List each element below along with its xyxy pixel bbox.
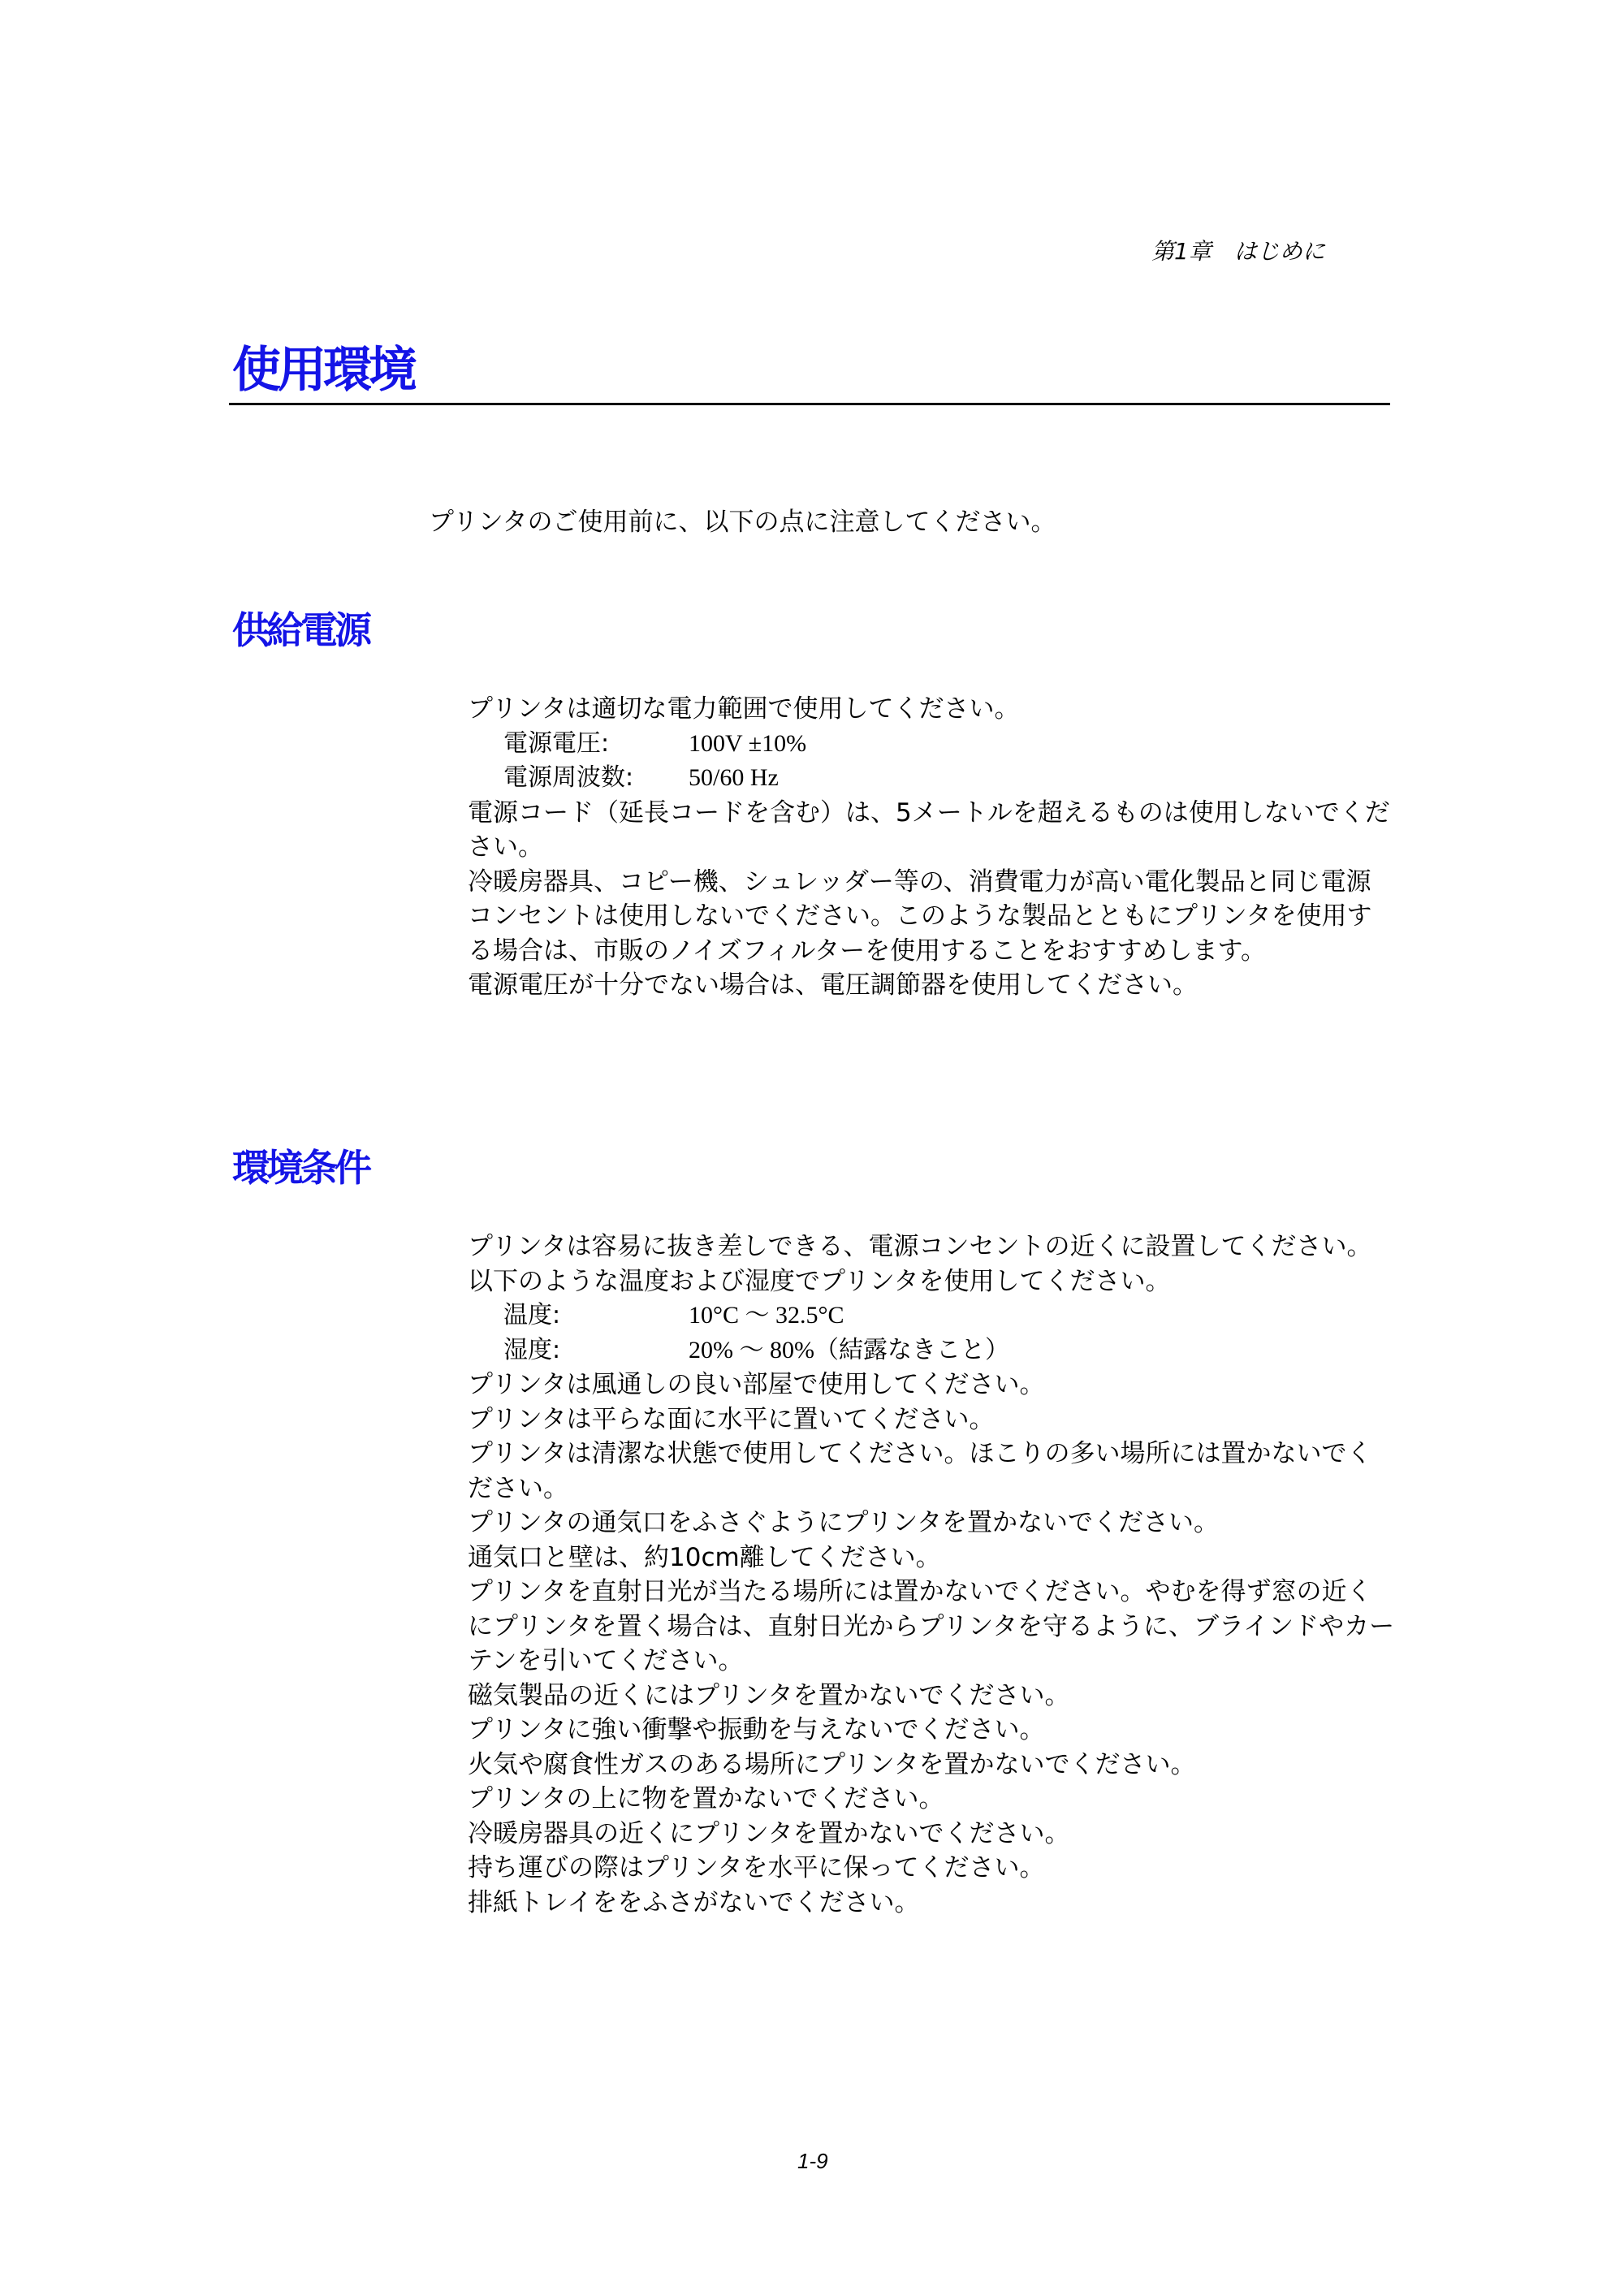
- environment-heading: 環境条件: [232, 1146, 369, 1190]
- spec-label: 温度:: [503, 1301, 561, 1329]
- list-item: [429, 1230, 1395, 1264]
- spec-row-humidity: [468, 1333, 1395, 1368]
- list-item-text: 排紙トレイををふさがないでください。: [468, 1887, 920, 1917]
- spec-row-frequency: [468, 761, 1395, 796]
- list-item: [429, 1506, 1395, 1541]
- list-item: [429, 1368, 1395, 1402]
- list-item-text: プリンタは平らな面に水平に置いてください。: [468, 1404, 995, 1434]
- list-item: [429, 692, 1395, 796]
- list-item: [429, 1817, 1395, 1852]
- list-item-text: プリンタの通気口をふさぐようにプリンタを置かないでください。: [468, 1508, 1220, 1537]
- list-item: [429, 1575, 1395, 1679]
- list-item-text: 通気口と壁は、約10cm離してください。: [468, 1542, 941, 1572]
- intro-text: プリンタのご使用前に、以下の点に注意してください。: [429, 508, 1056, 537]
- list-item: [429, 968, 1395, 1003]
- spec-row-voltage: [468, 727, 1395, 762]
- spec-label: 湿度:: [503, 1335, 561, 1364]
- list-item-text: 磁気製品の近くにはプリンタを置かないでください。: [468, 1680, 1070, 1710]
- list-item-text: プリンタに強い衝撃や振動を与えないでください。: [468, 1715, 1045, 1744]
- list-item-text: プリンタの上に物を置かないでください。: [468, 1784, 944, 1813]
- list-item-text: プリンタは容易に抜き差しできる、電源コンセントの近くに設置してください。: [468, 1232, 1372, 1261]
- list-item: [429, 796, 1395, 865]
- page-title: 使用環境: [232, 342, 414, 399]
- list-item-text: 以下のような温度および湿度でプリンタを使用してください。: [468, 1266, 1171, 1296]
- list-item-text: 冷暖房器具、コピー機、シュレッダー等の、消費電力が高い電化製品と同じ電源コンセントは使用しないでください。このような製品とともにプリンタを使用する場合は、市販のノイズフィルターを使用することをおすすめします。: [468, 867, 1372, 966]
- list-item-text: プリンタは清潔な状態で使用してください。ほこりの多い場所には置かないでください。: [468, 1439, 1372, 1503]
- list-item: [429, 1713, 1395, 1748]
- list-item: [429, 1782, 1395, 1817]
- spec-value: 20% ～ 80%（結露なきこと）: [689, 1336, 1009, 1364]
- spec-value: 10°C ～ 32.5°C: [689, 1302, 844, 1329]
- list-item: [429, 1748, 1395, 1783]
- list-item: [429, 1264, 1395, 1368]
- power-supply-list: [429, 692, 1395, 1003]
- spec-label: 電源電圧:: [503, 728, 610, 758]
- spec-value: 50/60 Hz: [689, 764, 779, 791]
- title-rule: [229, 403, 1390, 405]
- list-item-text: 火気や腐食性ガスのある場所にプリンタを置かないでください。: [468, 1749, 1196, 1779]
- list-item-text: 持ち運びの際はプリンタを水平に保ってください。: [468, 1853, 1045, 1882]
- spec-label: 電源周波数:: [503, 763, 634, 792]
- environment-list: [429, 1230, 1395, 1920]
- list-item: [429, 1851, 1395, 1886]
- list-item: [429, 1886, 1395, 1921]
- list-item: [429, 1541, 1395, 1575]
- list-item-text: プリンタを直射日光が当たる場所には置かないでください。やむを得ず窓の近くにプリンタを置く場合は、直射日光からプリンタを守るように、ブラインドやカーテンを引いてください。: [468, 1577, 1395, 1675]
- list-item-text: 電源コード（延長コードを含む）は、5メートルを超えるものは使用しないでください。: [468, 797, 1390, 862]
- page-number: 1-9: [797, 2149, 828, 2173]
- list-item-text: プリンタは適切な電力範囲で使用してください。: [468, 694, 1020, 724]
- list-item-text: 冷暖房器具の近くにプリンタを置かないでください。: [468, 1818, 1070, 1848]
- list-item-text: 電源電圧が十分でない場合は、電圧調節器を使用してください。: [468, 970, 1198, 1000]
- power-supply-heading: 供給電源: [232, 608, 369, 652]
- spec-row-temperature: [468, 1299, 1395, 1333]
- list-item: [429, 1437, 1395, 1506]
- list-item-text: プリンタは風通しの良い部屋で使用してください。: [468, 1370, 1045, 1399]
- list-item: [429, 1679, 1395, 1714]
- running-header: 第1章 はじめに: [1151, 238, 1325, 265]
- list-item: [429, 865, 1395, 969]
- list-item: [429, 1402, 1395, 1437]
- spec-value: 100V ±10%: [689, 729, 807, 757]
